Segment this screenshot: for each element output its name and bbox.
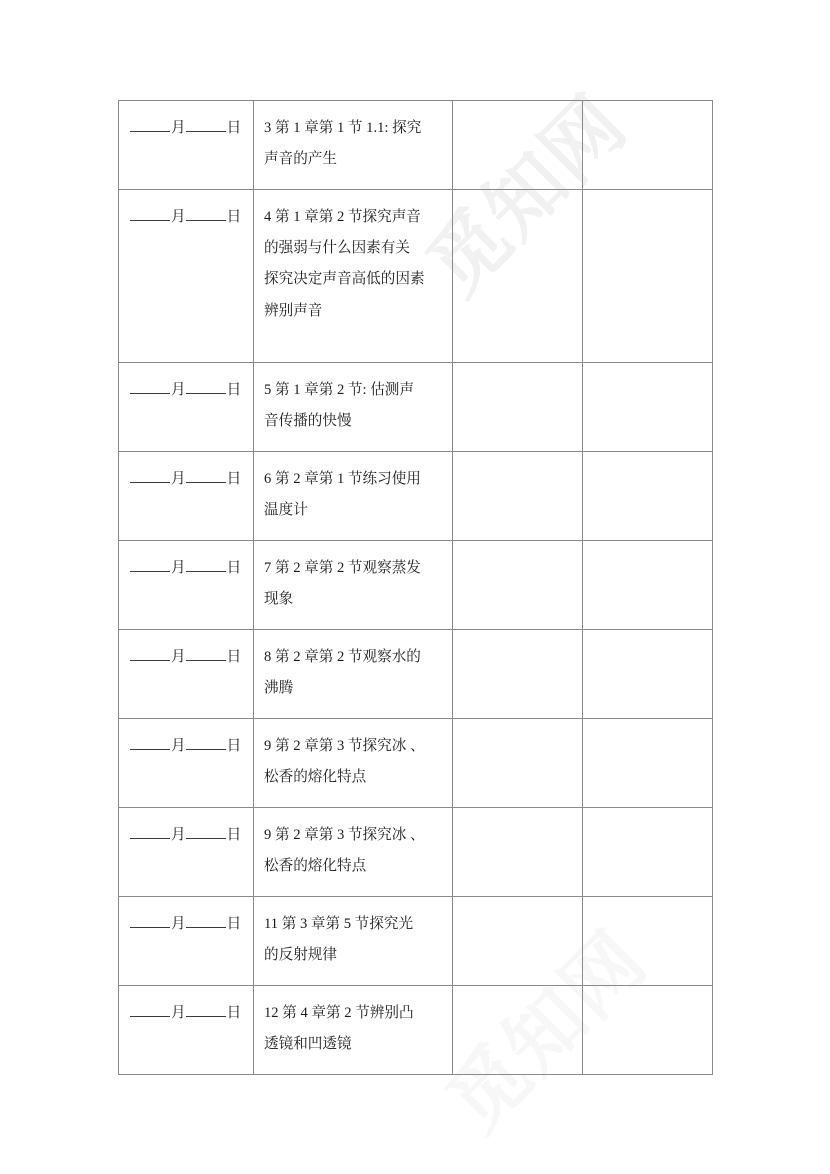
day-label: 日 [226, 738, 242, 754]
experiment-item-content [254, 719, 452, 803]
table-body [119, 101, 713, 1075]
experiment-item-line: 辨别声音 [264, 302, 323, 319]
blank-cell-2-content [583, 630, 712, 683]
date-cell[interactable] [119, 630, 254, 719]
date-cell-content [119, 452, 253, 505]
table-row [119, 190, 713, 363]
month-blank-line[interactable] [130, 915, 170, 928]
blank-cell-1[interactable] [453, 541, 583, 630]
experiment-item-line: 声音的产生 [264, 151, 337, 168]
blank-cell-2[interactable] [583, 541, 713, 630]
blank-cell-1[interactable] [453, 101, 583, 190]
experiment-item-line: 音传播的快慢 [264, 413, 352, 430]
watermark-top: 觅知网 [410, 79, 643, 311]
month-label: 月 [171, 209, 186, 225]
table-row [119, 101, 713, 190]
date-cell-content [119, 897, 253, 950]
blank-cell-1[interactable] [453, 630, 583, 719]
day-label: 日 [226, 120, 242, 136]
experiment-item-content [254, 808, 452, 892]
experiment-item-content [254, 363, 452, 447]
blank-cell-2-content [583, 897, 712, 950]
day-label: 日 [226, 382, 242, 398]
experiment-item-line: 9 第 2 章第 3 节探究冰 、 [264, 827, 425, 843]
experiment-item-line: 8 第 2 章第 2 节观察水的 [264, 649, 421, 665]
day-label: 日 [226, 649, 242, 665]
date-cell[interactable] [119, 101, 254, 190]
experiment-plan-table [118, 100, 713, 1075]
experiment-item-line: 松香的熔化特点 [264, 769, 367, 786]
table-row [119, 897, 713, 986]
date-cell-content [119, 719, 253, 772]
date-cell-content [119, 986, 253, 1039]
date-cell-content [119, 363, 253, 416]
month-label: 月 [171, 471, 186, 487]
experiment-item-cell [254, 808, 453, 897]
experiment-item-line: 沸腾 [264, 680, 294, 697]
blank-cell-1[interactable] [453, 363, 583, 452]
experiment-item-line: 11 第 3 章第 5 节探究光 [264, 916, 414, 932]
month-label: 月 [171, 1005, 186, 1021]
blank-cell-1[interactable] [453, 190, 583, 363]
experiment-item-line: 透镜和凹透镜 [264, 1036, 352, 1053]
date-cell[interactable] [119, 719, 254, 808]
blank-cell-1-content [453, 808, 582, 861]
day-label: 日 [226, 1005, 242, 1021]
experiment-item-line: 7 第 2 章第 2 节观察蒸发 [264, 560, 421, 576]
date-cell[interactable] [119, 808, 254, 897]
experiment-item-cell [254, 897, 453, 986]
date-cell[interactable] [119, 541, 254, 630]
month-label: 月 [171, 738, 186, 754]
blank-cell-1-content [453, 541, 582, 594]
table-row [119, 630, 713, 719]
month-blank-line[interactable] [130, 737, 170, 750]
table-row [119, 363, 713, 452]
table-row [119, 719, 713, 808]
date-cell-content [119, 101, 253, 154]
date-cell[interactable] [119, 897, 254, 986]
date-cell[interactable] [119, 986, 254, 1075]
date-cell[interactable] [119, 190, 254, 363]
month-blank-line[interactable] [130, 470, 170, 483]
day-blank-line[interactable] [186, 381, 226, 394]
month-label: 月 [171, 827, 186, 843]
blank-cell-1[interactable] [453, 719, 583, 808]
blank-cell-1-content [453, 719, 582, 772]
blank-cell-1[interactable] [453, 808, 583, 897]
experiment-item-content [254, 452, 452, 536]
table-row [119, 541, 713, 630]
experiment-item-cell [254, 719, 453, 808]
month-blank-line[interactable] [130, 208, 170, 221]
experiment-item-content [254, 986, 452, 1070]
month-blank-line[interactable] [130, 381, 170, 394]
blank-cell-2-content [583, 190, 712, 243]
blank-cell-1-content [453, 452, 582, 505]
month-blank-line[interactable] [130, 1004, 170, 1017]
month-blank-line[interactable] [130, 648, 170, 661]
experiment-item-content [254, 897, 452, 981]
experiment-item-cell [254, 101, 453, 190]
blank-cell-1-content [453, 897, 582, 950]
blank-cell-2-content [583, 719, 712, 772]
experiment-item-cell [254, 986, 453, 1075]
blank-cell-1-content [453, 630, 582, 683]
experiment-item-line: 探究决定声音高低的因素 [264, 271, 425, 288]
day-blank-line[interactable] [186, 737, 226, 750]
blank-cell-1[interactable] [453, 986, 583, 1075]
experiment-item-cell [254, 630, 453, 719]
blank-cell-2-content [583, 541, 712, 594]
experiment-item-content [254, 541, 452, 625]
experiment-item-content [254, 101, 452, 185]
month-blank-line[interactable] [130, 826, 170, 839]
month-label: 月 [171, 382, 186, 398]
blank-cell-2[interactable] [583, 630, 713, 719]
blank-cell-2-content [583, 986, 712, 1039]
day-label: 日 [226, 560, 242, 576]
day-label: 日 [226, 209, 242, 225]
day-label: 日 [226, 471, 242, 487]
experiment-item-line: 3 第 1 章第 1 节 1.1: 探究 [264, 120, 422, 136]
watermark-bottom: 觅知网 [430, 915, 663, 1147]
day-blank-line[interactable] [186, 559, 226, 572]
experiment-item-line: 的强弱与什么因素有关 [264, 240, 410, 257]
blank-cell-2[interactable] [583, 719, 713, 808]
experiment-item-line: 9 第 2 章第 3 节探究冰 、 [264, 738, 425, 754]
experiment-item-line: 12 第 4 章第 2 节辨别凸 [264, 1005, 414, 1021]
blank-cell-1[interactable] [453, 452, 583, 541]
experiment-item-cell [254, 190, 453, 363]
day-blank-line[interactable] [186, 826, 226, 839]
month-label: 月 [171, 560, 186, 576]
day-blank-line[interactable] [186, 648, 226, 661]
experiment-item-line: 5 第 1 章第 2 节: 估测声 [264, 382, 414, 398]
day-blank-line[interactable] [186, 1004, 226, 1017]
month-blank-line[interactable] [130, 119, 170, 132]
blank-cell-2-content [583, 363, 712, 416]
day-label: 日 [226, 916, 242, 932]
blank-cell-2-content [583, 808, 712, 861]
experiment-item-content [254, 190, 452, 337]
blank-cell-2-content [583, 452, 712, 505]
experiment-item-line: 松香的熔化特点 [264, 858, 367, 875]
day-blank-line[interactable] [186, 470, 226, 483]
day-blank-line[interactable] [186, 915, 226, 928]
experiment-item-cell [254, 452, 453, 541]
experiment-item-content [254, 630, 452, 714]
month-label: 月 [171, 916, 186, 932]
date-cell[interactable] [119, 363, 254, 452]
blank-cell-2-content [583, 101, 712, 154]
blank-cell-1[interactable] [453, 897, 583, 986]
blank-cell-2[interactable] [583, 101, 713, 190]
date-cell-content [119, 808, 253, 861]
table-row [119, 986, 713, 1075]
date-cell-content [119, 190, 253, 243]
experiment-item-cell [254, 541, 453, 630]
month-label: 月 [171, 120, 186, 136]
date-cell[interactable] [119, 452, 254, 541]
experiment-item-line: 6 第 2 章第 1 节练习使用 [264, 471, 421, 487]
day-blank-line[interactable] [186, 208, 226, 221]
month-blank-line[interactable] [130, 559, 170, 572]
experiment-item-line: 的反射规律 [264, 947, 337, 964]
experiment-item-line: 温度计 [264, 502, 308, 519]
blank-cell-2[interactable] [583, 363, 713, 452]
blank-cell-2[interactable] [583, 986, 713, 1075]
blank-cell-1-content [453, 986, 582, 1039]
table-row [119, 452, 713, 541]
blank-cell-2[interactable] [583, 190, 713, 363]
experiment-item-cell [254, 363, 453, 452]
blank-cell-2[interactable] [583, 808, 713, 897]
table-row [119, 808, 713, 897]
blank-cell-1-content [453, 363, 582, 416]
experiment-item-line: 现象 [264, 591, 294, 608]
month-label: 月 [171, 649, 186, 665]
date-cell-content [119, 541, 253, 594]
day-label: 日 [226, 827, 242, 843]
blank-cell-2[interactable] [583, 897, 713, 986]
experiment-item-line: 4 第 1 章第 2 节探究声音 [264, 209, 421, 225]
day-blank-line[interactable] [186, 119, 226, 132]
blank-cell-1-content [453, 190, 582, 243]
date-cell-content [119, 630, 253, 683]
blank-cell-1-content [453, 101, 582, 154]
blank-cell-2[interactable] [583, 452, 713, 541]
